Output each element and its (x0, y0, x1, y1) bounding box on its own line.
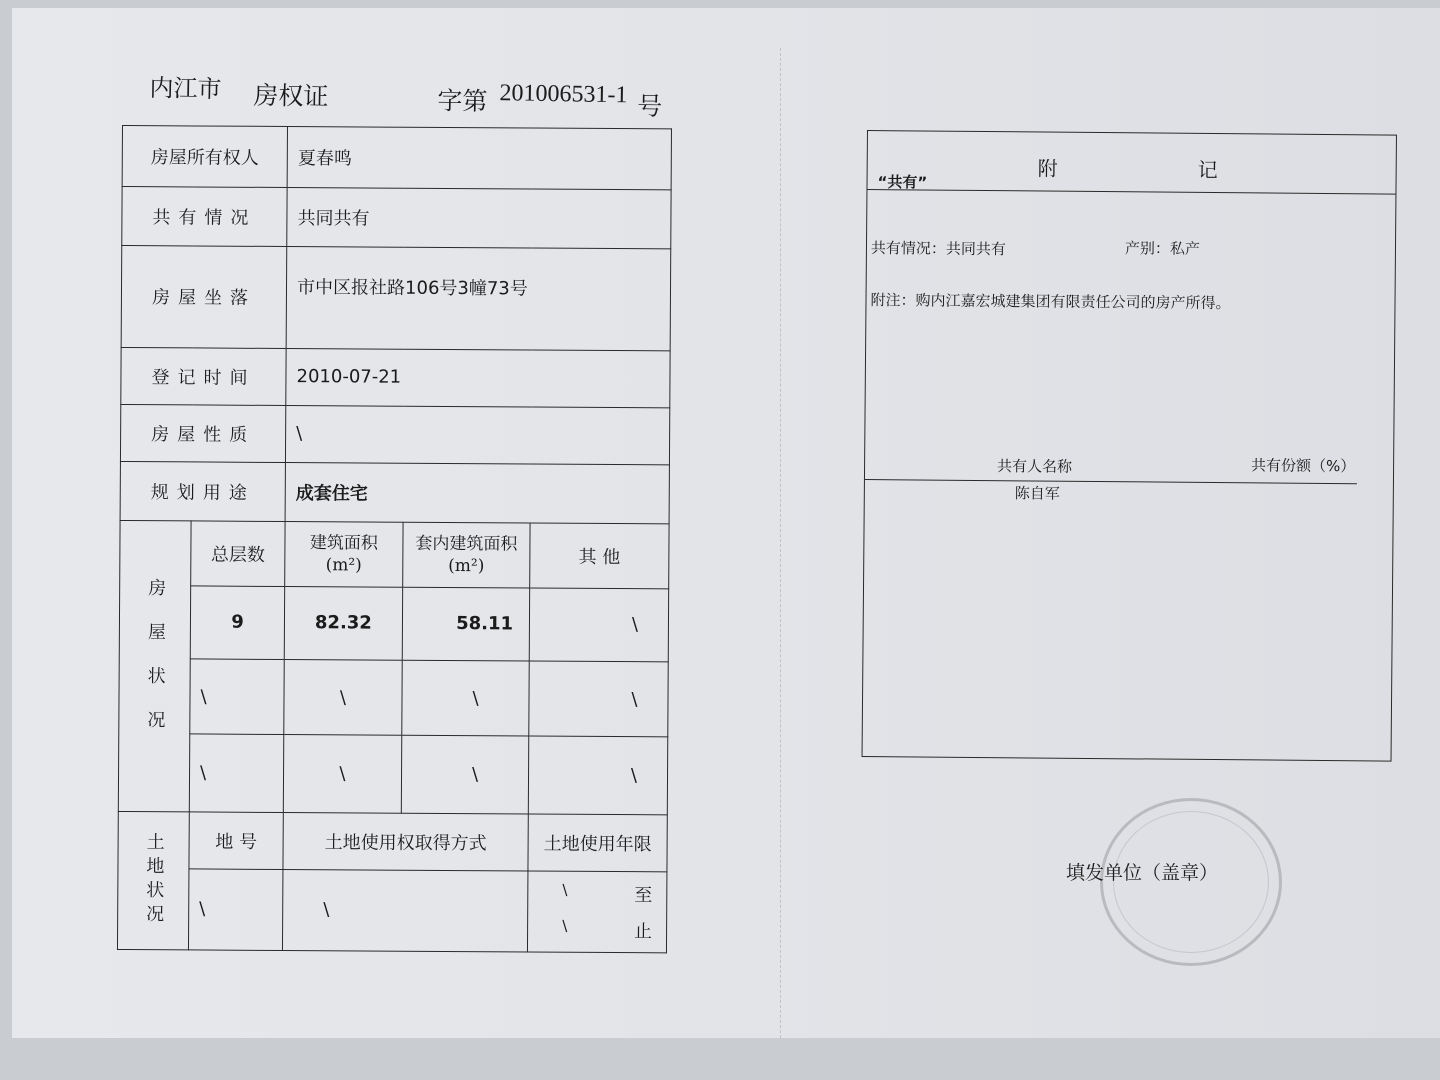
reg-time-label: 登记时间 (121, 347, 286, 405)
use-label: 规划用途 (120, 461, 285, 521)
header-cert-number: 201006531-1 (499, 80, 628, 109)
nature-label: 房屋性质 (120, 404, 285, 462)
table-row (120, 520, 669, 588)
annotation-quote: “共有” (877, 173, 928, 192)
co-owner-name: 陈自军 (1014, 484, 1060, 503)
land-status-label: 土地状况 (117, 811, 189, 950)
header-suffix: 号 (637, 91, 663, 121)
header-inner-area (402, 522, 530, 588)
issuer-label: 填发单位（盖章） (1066, 862, 1219, 884)
header-city: 内江市 (149, 73, 222, 104)
land-term-header: 土地使用年限 (528, 814, 667, 872)
row3-building-area: \ (283, 735, 401, 813)
land-term-line2 (538, 906, 656, 943)
table-row (121, 347, 670, 407)
land-acquire-value: \ (283, 869, 529, 952)
land-term-to: 至 (634, 884, 653, 907)
house-status-label: 房屋状况 (118, 520, 191, 811)
reg-time-value: 2010-07-21 (286, 348, 670, 407)
table-row (120, 404, 669, 464)
page-fold (780, 48, 787, 1038)
row1-inner-area: 58.11 (402, 587, 530, 661)
land-lot-header: 地 号 (189, 811, 283, 869)
property-type: 产别：私产 (1124, 239, 1201, 258)
row1-other: \ (529, 588, 668, 662)
header-prefix: 字第 (437, 86, 488, 116)
land-lot-value: \ (188, 868, 283, 950)
owner-value: 夏春鸣 (287, 127, 671, 190)
row3-other: \ (528, 736, 667, 814)
co-owner-divider (865, 479, 1357, 484)
land-term-cell (528, 871, 667, 953)
row2-building-area: \ (284, 659, 402, 735)
share-label: 共有情况 (122, 187, 287, 247)
table-row (119, 585, 668, 662)
row2-floors: \ (190, 659, 285, 735)
certificate-header (149, 62, 710, 122)
inner-area-unit: (m²) (448, 555, 485, 576)
row3-inner-area: \ (401, 735, 529, 813)
annotation-box (862, 130, 1397, 762)
use-value: 成套住宅 (285, 462, 669, 523)
table-row (122, 187, 671, 249)
property-info-table (117, 125, 672, 953)
table-row (120, 461, 669, 523)
header-cert-name: 房权证 (253, 80, 329, 112)
share-value: 共同共有 (287, 188, 671, 249)
table-row (122, 126, 671, 190)
note-line: 附注：购内江嘉宏城建集团有限责任公司的房产所得。 (870, 291, 1231, 313)
building-area-title: 建筑面积 (309, 532, 378, 554)
share-line: 共有情况：共同共有 (870, 239, 1007, 259)
annotation-title: 附记 (1037, 156, 1358, 184)
row2-other: \ (529, 661, 668, 737)
nature-value: \ (286, 405, 670, 464)
co-owner-share-label: 共有份额（%） (1251, 456, 1356, 476)
co-owner-name-label: 共有人名称 (996, 457, 1073, 476)
owner-label: 房屋所有权人 (122, 126, 287, 188)
table-row (118, 734, 667, 815)
land-term-start: \ (562, 880, 568, 899)
inner-area-title: 套内建筑面积 (415, 533, 518, 555)
row1-floors: 9 (190, 586, 285, 660)
row3-floors: \ (189, 734, 284, 812)
header-floors: 总层数 (191, 521, 285, 587)
row2-inner-area: \ (402, 660, 530, 736)
land-term-end: \ (562, 916, 568, 935)
table-row (121, 246, 671, 351)
land-term-line1 (538, 880, 656, 907)
table-row (119, 658, 668, 737)
table-row (117, 868, 666, 953)
header-other: 其 他 (530, 523, 669, 589)
location-value: 市中区报社路106号3幢73号 (286, 247, 671, 351)
table-row (118, 811, 667, 871)
building-area-unit: (m²) (325, 554, 362, 576)
land-acquire-header: 土地使用权取得方式 (283, 812, 528, 870)
row1-building-area: 82.32 (284, 586, 402, 660)
location-label: 房屋坐落 (121, 246, 287, 349)
header-building-area (285, 521, 403, 587)
annotation-header (867, 131, 1395, 195)
land-term-stop: 止 (634, 920, 653, 943)
